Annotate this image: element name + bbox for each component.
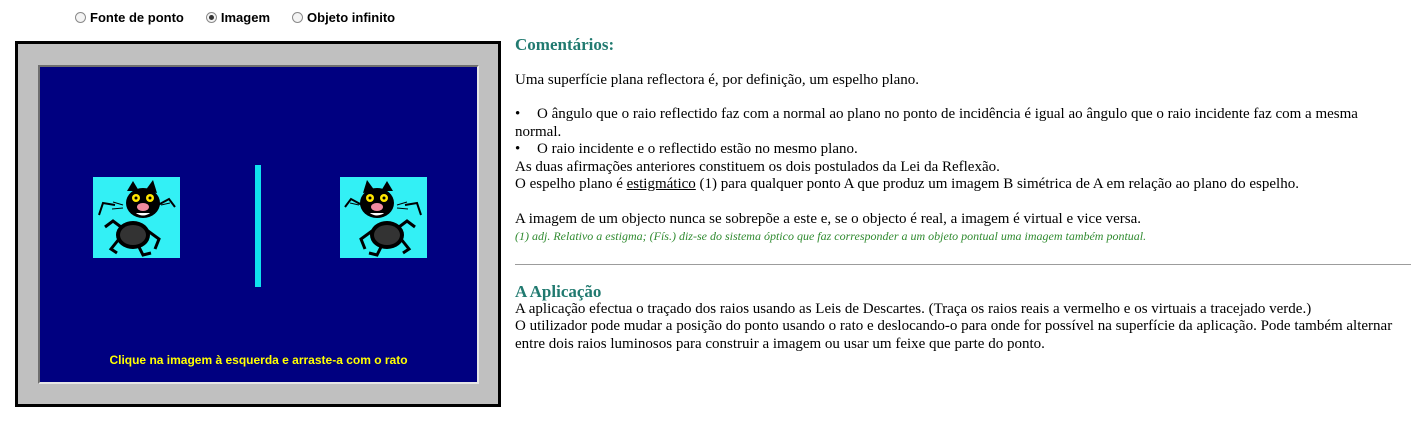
mode-radio-group bbox=[75, 8, 417, 26]
radio-button-icon[interactable] bbox=[75, 12, 86, 23]
reflected-cat-image bbox=[340, 177, 427, 258]
application-text-1: A aplicação efectua o traçado dos raios usando as Leis de Descartes. (Traça os raios reais a vermelho e os virtuais a tracejado verde.) bbox=[515, 300, 1312, 317]
image-object-text: A imagem de um objecto nunca se sobrepõe a este e, se o objecto é real, a imagem é virtual e vice versa. bbox=[515, 210, 1142, 227]
text-span: (1) para qualquer ponto A que produz um imagem B simétrica de A em relação ao plano do espelho. bbox=[695, 176, 1299, 192]
stigmatic-link[interactable]: estigmático bbox=[626, 176, 696, 192]
application-title: A Aplicação bbox=[515, 282, 602, 301]
postulates-text: As duas afirmações anteriores constituem os dois postulados da Lei da Reflexão. bbox=[515, 158, 1000, 175]
text-span: O espelho plano é bbox=[515, 176, 627, 192]
list-item: • O ângulo que o raio reflectido faz com a normal ao plano no ponto de incidência é igual ao ângulo que o raio incidente faz com a mesma normal. bbox=[515, 106, 1405, 141]
radio-label: Objeto infinito bbox=[307, 9, 396, 25]
comments-title: Comentários: bbox=[515, 35, 615, 54]
cat-icon bbox=[93, 177, 180, 258]
radio-imagem[interactable] bbox=[206, 10, 270, 25]
comments-intro: Uma superfície plana reflectora é, por definição, um espelho plano. bbox=[515, 71, 919, 88]
radio-label: Fonte de ponto bbox=[90, 9, 184, 25]
radio-objeto-infinito[interactable] bbox=[292, 10, 395, 25]
applet-frame bbox=[15, 41, 501, 407]
application-text-2: O utilizador pode mudar a posição do ponto usando o rato e deslocando-o para onde for possível na superfície da aplicação. Pode também alternar entre dois raios luminosos para construir a imagem ou usar um feixe que parte do ponto. bbox=[515, 318, 1393, 352]
cat-icon bbox=[340, 177, 427, 258]
section-divider bbox=[515, 264, 1411, 265]
comments-section bbox=[515, 36, 1405, 246]
stigmatic-text bbox=[515, 176, 1405, 194]
object-cat-image[interactable] bbox=[93, 177, 180, 258]
radio-label: Imagem bbox=[220, 9, 271, 25]
applet-canvas[interactable] bbox=[38, 65, 479, 384]
application-section bbox=[515, 283, 1405, 353]
list-item: • O raio incidente e o reflectido estão no mesmo plano. bbox=[515, 141, 1405, 159]
radio-fonte-de-ponto[interactable] bbox=[75, 10, 184, 25]
radio-button-checked-icon[interactable] bbox=[206, 12, 217, 23]
radio-button-icon[interactable] bbox=[292, 12, 303, 23]
footnote: (1) adj. Relativo a estigma; (Fís.) diz-se do sistema óptico que faz corresponder a um objeto pontual uma imagem também pontual. bbox=[515, 229, 1147, 243]
reflection-postulates-list bbox=[515, 106, 1405, 159]
applet-hint-text: Clique na imagem à esquerda e arraste-a com o rato bbox=[109, 353, 408, 367]
plane-mirror bbox=[255, 165, 261, 287]
